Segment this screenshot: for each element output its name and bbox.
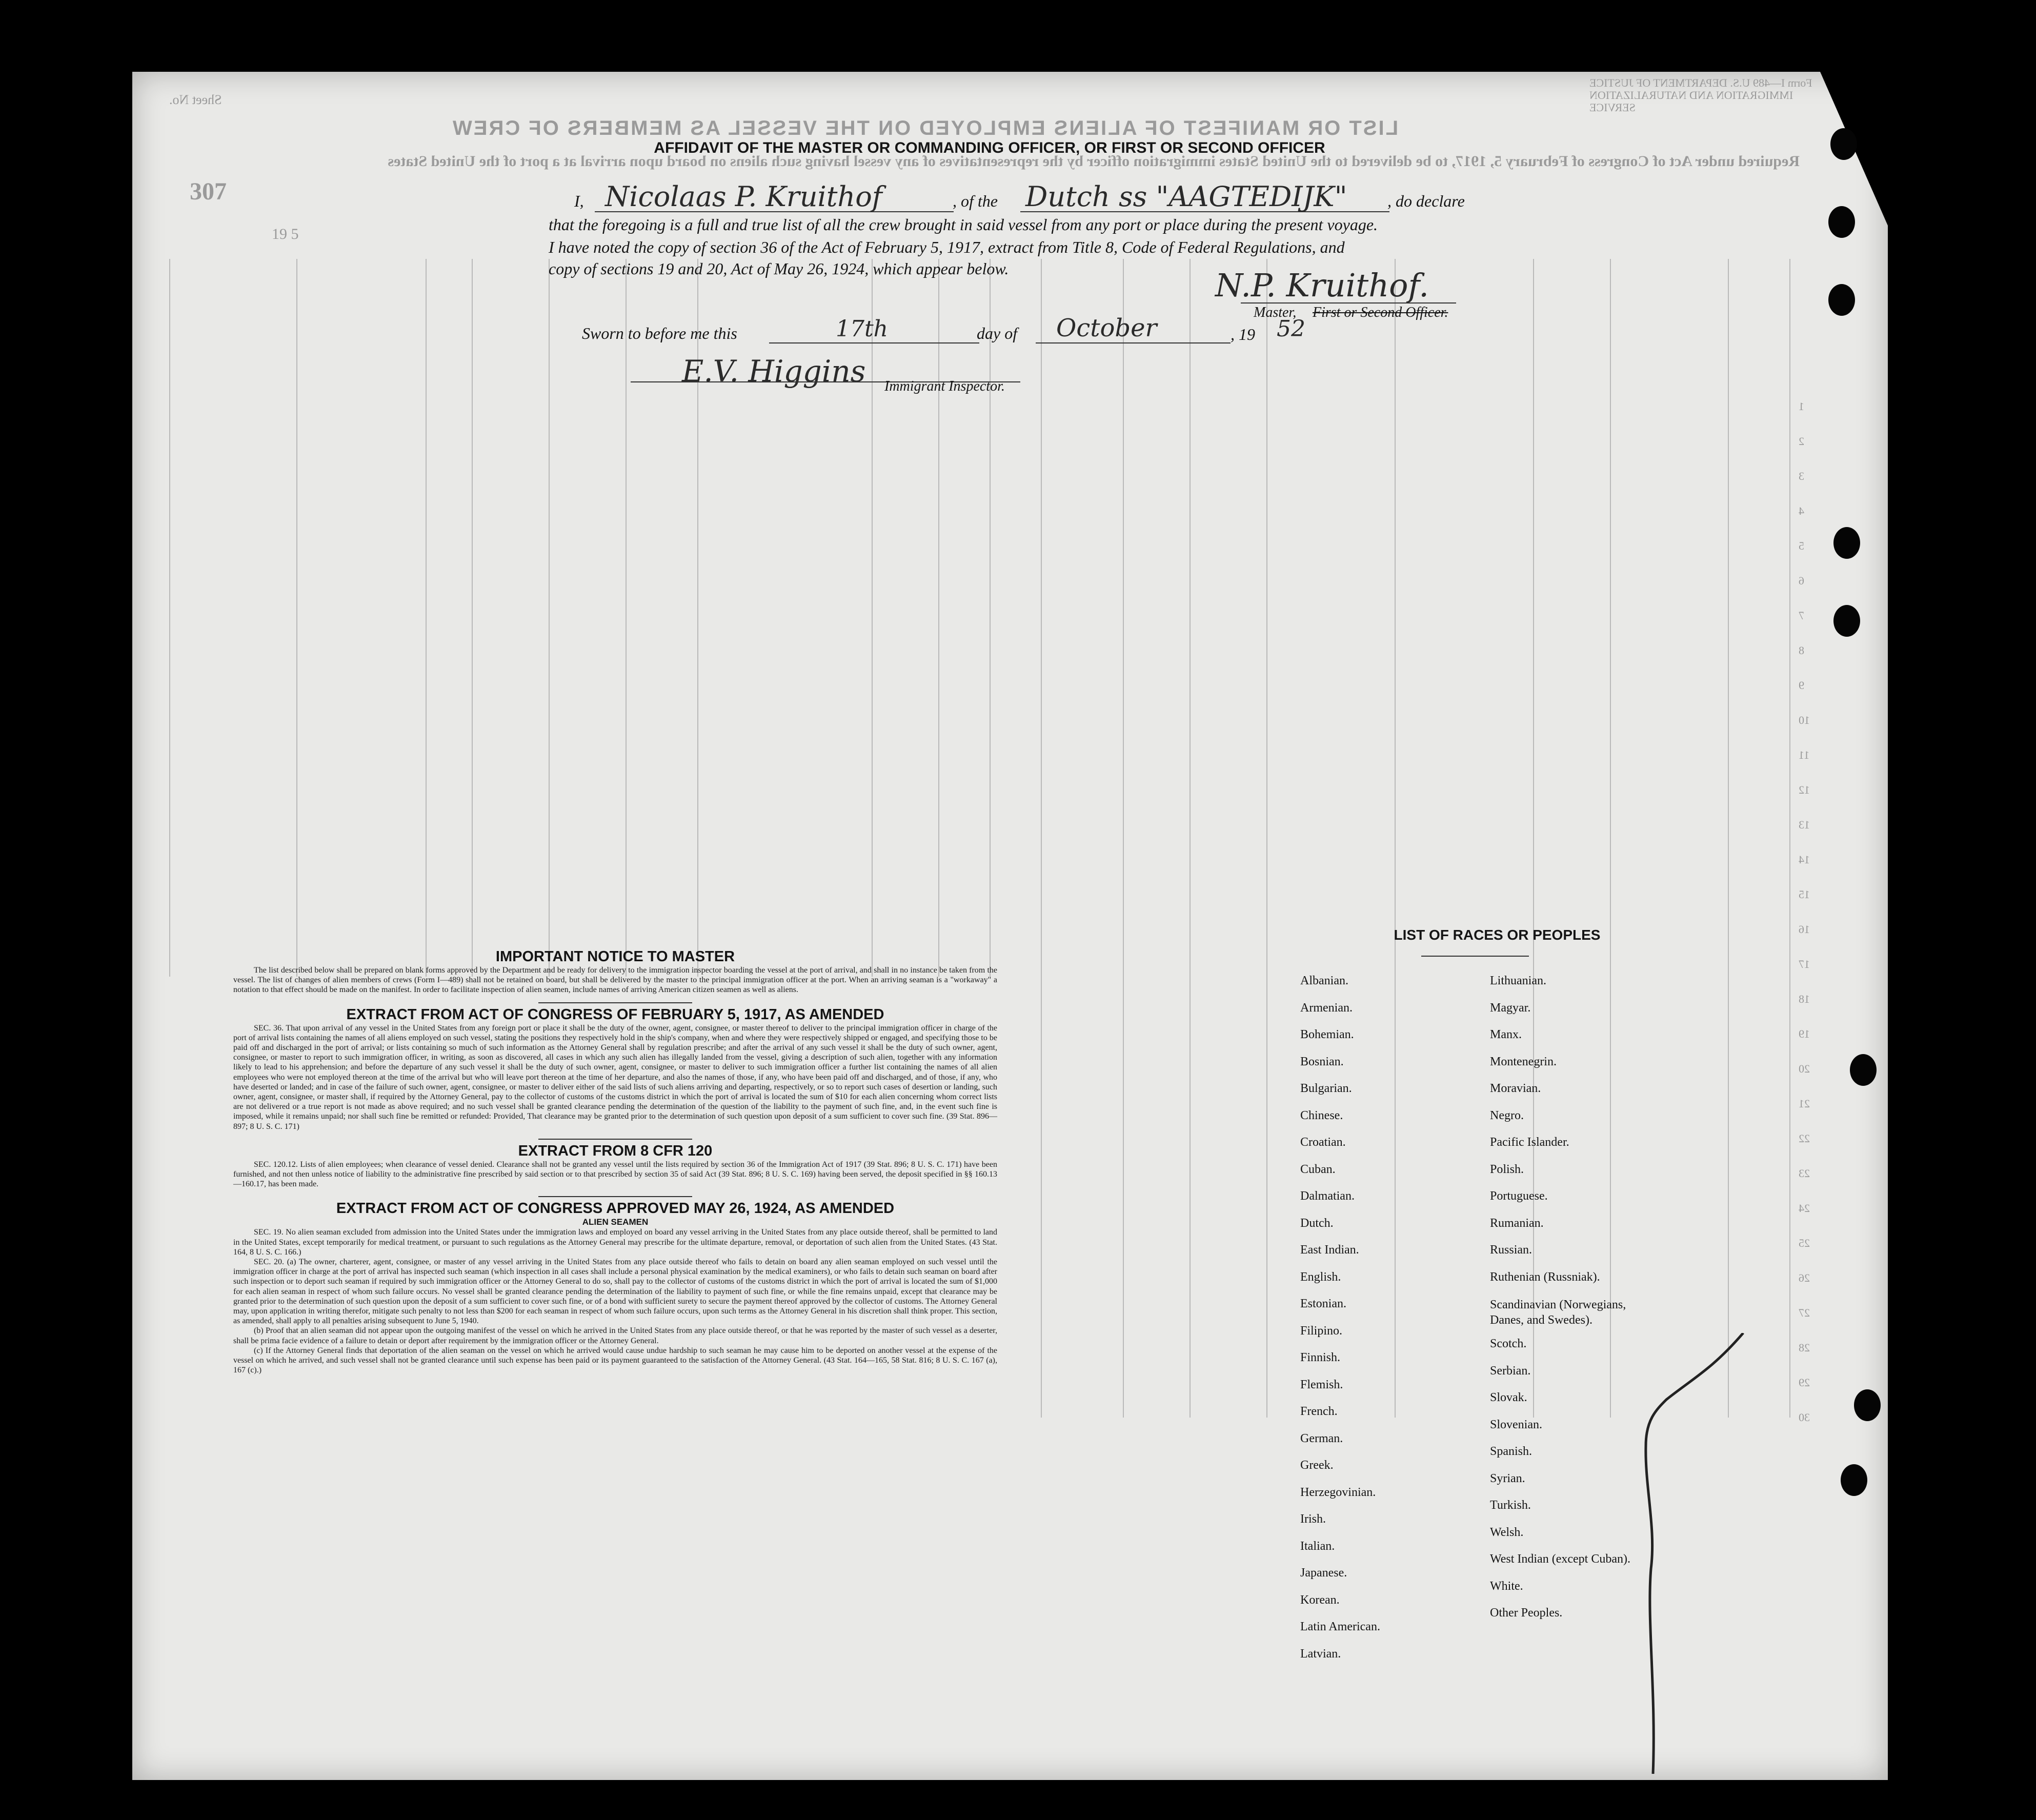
extract-1924-subtitle: ALIEN SEAMEN: [582, 1217, 649, 1227]
race-item: Armenian.: [1300, 1001, 1353, 1015]
ghost-row-number: 2: [1799, 435, 1804, 448]
ghost-row-number: 18: [1799, 993, 1810, 1005]
race-item: Rumanian.: [1490, 1216, 1544, 1230]
race-item: Negro.: [1490, 1108, 1524, 1122]
race-item: Irish.: [1300, 1512, 1326, 1526]
races-column-1: [1300, 974, 1380, 1674]
race-item: Montenegrin.: [1490, 1055, 1557, 1068]
race-item: Italian.: [1300, 1539, 1335, 1553]
column-rule: [1190, 259, 1191, 1418]
column-rule: [296, 259, 297, 977]
ghost-row-number: 11: [1799, 749, 1810, 761]
ghost-regulation: Required under Act of Congress of February 5, 1917, to be delivered to the United States immigration officer by the representatives of any vessel having such aliens on board upon arrival at a port of the United States: [388, 153, 1800, 170]
race-item: Scotch.: [1490, 1337, 1527, 1350]
punch-hole: [1833, 527, 1860, 559]
column-rule: [626, 259, 627, 977]
ghost-row-number: 5: [1799, 539, 1804, 552]
column-rule: [169, 259, 170, 977]
race-item: West Indian (except Cuban).: [1490, 1552, 1630, 1566]
races-column-2: [1490, 974, 1659, 1633]
extract-1924-title: EXTRACT FROM ACT OF CONGRESS APPROVED MAY 26, 1924, AS AMENDED: [336, 1200, 895, 1217]
race-item: Other Peoples.: [1490, 1606, 1563, 1620]
race-item: Polish.: [1490, 1162, 1524, 1176]
ghost-row-number: 16: [1799, 923, 1810, 936]
punch-hole: [1830, 128, 1857, 160]
ghost-sheet-number: 307: [190, 178, 227, 205]
affidavit-line-2: that the foregoing is a full and true list of all the crew brought in said vessel from any port or place during the present voyage.: [549, 215, 1378, 234]
race-item: Croatian.: [1300, 1136, 1346, 1149]
race-item: Pacific Islander.: [1490, 1136, 1569, 1149]
ghost-form-ref: Form I—489 U.S. DEPARTMENT OF JUSTICE IMMIGRATION AND NATURALIZATION SERVICE: [1589, 76, 1812, 114]
race-item: Ruthenian (Russniak).: [1490, 1270, 1600, 1284]
vessel-name: Dutch ss "AAGTEDIJK": [1025, 180, 1347, 213]
punch-hole: [1850, 1054, 1877, 1086]
notice-body: The list described below shall be prepared on blank forms approved by the Department and be ready for delivery to the immigration inspector boarding the vessel at the port of arrival, and shall in no instance be taken from the vessel. The list of changes of alien members of crews (Form I—489) shall not be retained on board, but shall be delivered by the master to the principal immigration officer at the port. When an arriving seaman is a "workaway" a notation to that effect should be made on the manifest. In order to facilitate inspection of alien seamen, include names of arriving American citizen seamen as well as aliens.: [233, 966, 997, 995]
race-item: Latin American.: [1300, 1620, 1380, 1633]
column-rule: [1041, 259, 1042, 1418]
race-item: Scandinavian (Norwegians, Danes, and Swedes).: [1490, 1298, 1626, 1327]
ghost-row-number: 9: [1799, 679, 1804, 692]
sworn-year: 52: [1277, 316, 1305, 342]
race-item: French.: [1300, 1405, 1338, 1418]
extract-cfr-title: EXTRACT FROM 8 CFR 120: [518, 1142, 713, 1159]
race-item: Albanian.: [1300, 974, 1348, 987]
column-rule: [1789, 259, 1790, 1418]
race-item: Dalmatian.: [1300, 1189, 1355, 1203]
extract-1917-body: SEC. 36. That upon arrival of any vessel in the United States from any foreign port or place it shall be the duty of the owner, agent, consignee, or master thereof to deliver to the principal immigration officer in charge of the port of arrival lists containing the names of all aliens employed on such vessel, stating the positions they respectively hold in the ship's company, when and where they were respectively shipped or engaged, and specifying those to be paid off and discharged in the port of arrival; or lists containing so much of such information as the Attorney General shall by regulation prescribe; and after the arrival of any such vessel it shall be the duty of such owner, agent, consignee, or master to report to such immigration officer, in writing, as soon as discovered, all cases in which any such alien has illegally landed from the vessel, giving a description of such alien, together with any information likely to lead to his apprehension; and before the departure of any such vessel it shall be the duty of such owner, agent, consignee, or master to deliver to such immigration officer a further list containing the names of all alien employees who were not employed thereon at the time of the arrival but who will leave port thereon at the time of her departure, and also the names of those, if any, who have been paid off and discharged, and of those, if any, who have deserted or landed; and in case of the failure of such owner, agent, consignee, or master to deliver either of the said lists of such aliens arriving and departing, respectively, or so to report such cases of desertion or landing, such owner, agent, consignee, or master shall, if required by the Attorney General, pay to the collector of customs of the customs district in which the port of arrival is located the sum of $10 for each alien concerning whom correct lists are not delivered or a true report is not made as above required; and no such vessel shall be granted clearance pending the determination of the question of the liability to the payment of such fine, and, in the event such fine is imposed, while it remains unpaid; nor shall such fine be remitted or refunded: Provided, That clearance may be granted prior to the determination of such question upon deposit of a sum sufficient to cover such fine. (39 Stat. 896—897; 8 U. S. C. 171): [233, 1023, 997, 1131]
ghost-row-number: 30: [1799, 1411, 1810, 1424]
ghost-sheet-label: Sheet No.: [169, 92, 222, 107]
ghost-row-number: 1: [1799, 400, 1804, 413]
ghost-row-number: 7: [1799, 609, 1804, 622]
column-rule: [872, 259, 873, 977]
column-rule: [426, 259, 427, 977]
race-item: Herzegovinian.: [1300, 1485, 1376, 1499]
column-rule: [1266, 259, 1267, 1418]
race-item: East Indian.: [1300, 1243, 1359, 1257]
year-prefix: , 19: [1231, 325, 1255, 343]
divider: [538, 1196, 692, 1197]
ghost-row-number: 24: [1799, 1202, 1810, 1215]
divider: [538, 1139, 692, 1140]
race-item: Syrian.: [1490, 1471, 1525, 1485]
race-item: Chinese.: [1300, 1108, 1343, 1122]
race-item: German.: [1300, 1431, 1343, 1445]
punch-hole: [1833, 605, 1860, 637]
race-item: Spanish.: [1490, 1445, 1533, 1458]
ghost-row-number: 23: [1799, 1167, 1810, 1180]
signature-line: [1241, 302, 1456, 304]
punch-hole: [1841, 1464, 1867, 1496]
ghost-row-number: 19: [1799, 1027, 1810, 1040]
race-item: Cuban.: [1300, 1162, 1336, 1176]
race-item: Japanese.: [1300, 1566, 1347, 1580]
notice-title: IMPORTANT NOTICE TO MASTER: [495, 948, 735, 965]
day-line: [769, 342, 979, 343]
month-line: [1036, 342, 1231, 343]
ghost-row-number: 4: [1799, 504, 1804, 517]
ghost-row-number: 27: [1799, 1306, 1810, 1319]
race-item: Dutch.: [1300, 1216, 1334, 1230]
column-rule: [1395, 259, 1396, 1418]
ghost-row-number: 21: [1799, 1097, 1810, 1110]
race-item: Moravian.: [1490, 1082, 1541, 1095]
sworn-label: Sworn to before me this: [582, 324, 737, 342]
legal-notices: [233, 948, 997, 1376]
ghost-row-number: 20: [1799, 1062, 1810, 1075]
extract-cfr-body: SEC. 120.12. Lists of alien employees; when clearance of vessel denied. Clearance shall not be granted any vessel until the lists required by section 36 of the Immigration Act of 1917 (39 Stat. 896; 8 U. S. C. 171) have been furnished, and not then unless notice of liability to the administrative fine prescribed by said section or to that prescribed by section 35 of said Act (39 Stat. 896; 8 U. S. C. 169) having been served, the deposit specified in §§ 160.13—160.17, has been made.: [233, 1160, 997, 1189]
affidavit-heading: AFFIDAVIT OF THE MASTER OR COMMANDING OFFICER, OR FIRST OR SECOND OFFICER: [654, 139, 1325, 156]
day-of-label: day of: [977, 324, 1018, 342]
race-item: Slovak.: [1490, 1391, 1527, 1404]
race-item: Lithuanian.: [1490, 974, 1546, 987]
race-item: Flemish.: [1300, 1378, 1343, 1391]
ghost-row-number: 6: [1799, 574, 1804, 587]
extract-1924-sec20c: (c) If the Attorney General finds that deportation of the alien seaman on the vessel on which he arrived would cause undue hardship to such seaman he may cause him to be deported on another vessel at the expense of the vessel on which he arrived, and such vessel shall not be granted clearance until such expense has been paid or its payment guaranteed to the satisfaction of the Attorney General. (43 Stat. 164—165, 58 Stat. 816; 8 U. S. C. 167 (a), 167 (c).): [233, 1346, 997, 1375]
ghost-row-number: 22: [1799, 1132, 1810, 1145]
affidavit-line-4: copy of sections 19 and 20, Act of May 26, 1924, which appear below.: [549, 259, 1009, 278]
extract-1924-sec19: SEC. 19. No alien seaman excluded from admission into the United States under the immigration laws and employed on board any vessel arriving in the United States from any place outside thereof, shall be permitted to land in the United States, except temporarily for medical treatment, or pursuant to such regulations as the Attorney General may prescribe for the ultimate departure, removal, or deportation of such alien from the United States. (43 Stat. 164, 8 U. S. C. 166.): [233, 1228, 997, 1257]
races-title: LIST OF RACES OR PEOPLES: [1394, 927, 1601, 943]
ghost-row-number: 14: [1799, 853, 1810, 866]
affidavit-line-3: I have noted the copy of section 36 of the Act of February 5, 1917, extract from Title 8, Code of Federal Regulations, and: [549, 238, 1345, 256]
race-item: Bulgarian.: [1300, 1082, 1352, 1095]
punch-hole: [1854, 1389, 1881, 1421]
ghost-row-number: 10: [1799, 714, 1810, 726]
ghost-row-number: 17: [1799, 958, 1810, 970]
divider: [538, 1002, 692, 1003]
race-item: Russian.: [1490, 1243, 1533, 1257]
ghost-row-number: 29: [1799, 1376, 1810, 1389]
ghost-row-number: 13: [1799, 818, 1810, 831]
sworn-day: 17th: [836, 316, 889, 342]
extract-1924-sec20a: SEC. 20. (a) The owner, charterer, agent, consignee, or master of any vessel arriving in the United States from any place outside thereof who fails to detain on board any alien seaman employed on such vessel until the immigration officer in charge at the port of arrival has inspected such seaman (which inspection in all cases shall include a personal physical examination by the medical examiners), or who fails to detain such seaman on board after such inspection or to deport such seaman if required by such immigration officer or the Attorney General to do so, shall pay to the collector of customs of the customs district in which the port of arrival is located the sum of $1,000 for each alien seaman in respect of whom such failure occurs. No vessel shall be granted clearance pending the determination of the liability to payment of such fine, or while the fine remains unpaid, except that clearance may be granted prior to the determination of such question upon the deposit of a sum sufficient to cover such fine, or of a bond with sufficient surety to secure the payment thereof approved by the collector of customs. The Attorney General may, upon application in writing therefor, mitigate such penalty to not less than $200 for each seaman in respect of whom such failure occurs, upon such terms as the Attorney General in his discretion shall think proper. This section, as amended, shall apply to all penalties arising subsequent to June 5, 1940.: [233, 1258, 997, 1326]
ghost-row-number: 15: [1799, 888, 1810, 901]
punch-hole: [1828, 206, 1855, 238]
ghost-title: LIST OR MANIFEST OF ALIENS EMPLOYED ON THE VESSEL AS MEMBERS OF CREW: [451, 117, 1399, 139]
races-rule: [1421, 956, 1529, 957]
master-name: Nicolaas P. Kruithof: [605, 180, 882, 213]
affidavit-declare: , do declare: [1387, 192, 1465, 210]
ghost-row-number: 28: [1799, 1341, 1810, 1354]
column-rule: [549, 259, 550, 977]
race-item: Latvian.: [1300, 1647, 1341, 1661]
column-rule: [938, 259, 939, 977]
column-rule: [1728, 259, 1729, 1418]
race-item: White.: [1490, 1579, 1523, 1593]
master-label: Master,: [1254, 305, 1297, 320]
column-rule: [990, 259, 991, 977]
race-item: Portuguese.: [1490, 1189, 1548, 1203]
affidavit-i: I,: [574, 192, 584, 210]
ghost-row-number: 8: [1799, 644, 1804, 657]
race-item: Greek.: [1300, 1459, 1334, 1472]
race-item: Bosnian.: [1300, 1055, 1344, 1068]
inspector-label: Immigrant Inspector.: [884, 378, 1005, 394]
punch-hole: [1828, 284, 1855, 316]
race-item: Filipino.: [1300, 1324, 1343, 1338]
inspector-signature: E.V. Higgins: [682, 354, 866, 389]
affidavit-of-the: , of the: [953, 192, 998, 210]
officer-label: First or Second Officer.: [1313, 305, 1448, 320]
ghost-year: 19 5: [272, 226, 299, 242]
ghost-row-number: 25: [1799, 1237, 1810, 1249]
race-item: Bohemian.: [1300, 1028, 1354, 1041]
column-rule: [472, 259, 473, 977]
extract-1924-sec20b: (b) Proof that an alien seaman did not appear upon the outgoing manifest of the vessel on which he arrived in the United States from any place outside thereof, or that he was reported by the master of such vessel as a deserter, shall be prima facie evidence of a failure to detain or deport after requirement by the immigration officer or the Attorney General.: [233, 1326, 997, 1345]
race-item: Finnish.: [1300, 1351, 1341, 1364]
column-rule: [1123, 259, 1124, 1418]
race-item: English.: [1300, 1270, 1341, 1284]
race-item: Slovenian.: [1490, 1418, 1542, 1431]
race-item: Magyar.: [1490, 1001, 1531, 1015]
race-item: Korean.: [1300, 1593, 1340, 1607]
race-item: Welsh.: [1490, 1525, 1524, 1539]
ghost-row-number: 3: [1799, 470, 1804, 482]
race-item: Turkish.: [1490, 1499, 1531, 1512]
sworn-month: October: [1056, 314, 1157, 342]
race-item: Estonian.: [1300, 1297, 1346, 1310]
ghost-row-number: 26: [1799, 1271, 1810, 1284]
race-item: Serbian.: [1490, 1364, 1531, 1378]
ghost-row-number: 12: [1799, 783, 1810, 796]
extract-1917-title: EXTRACT FROM ACT OF CONGRESS OF FEBRUARY 5, 1917, AS AMENDED: [346, 1006, 884, 1023]
race-item: Manx.: [1490, 1028, 1522, 1041]
master-signature: N.P. Kruithof.: [1215, 267, 1429, 304]
